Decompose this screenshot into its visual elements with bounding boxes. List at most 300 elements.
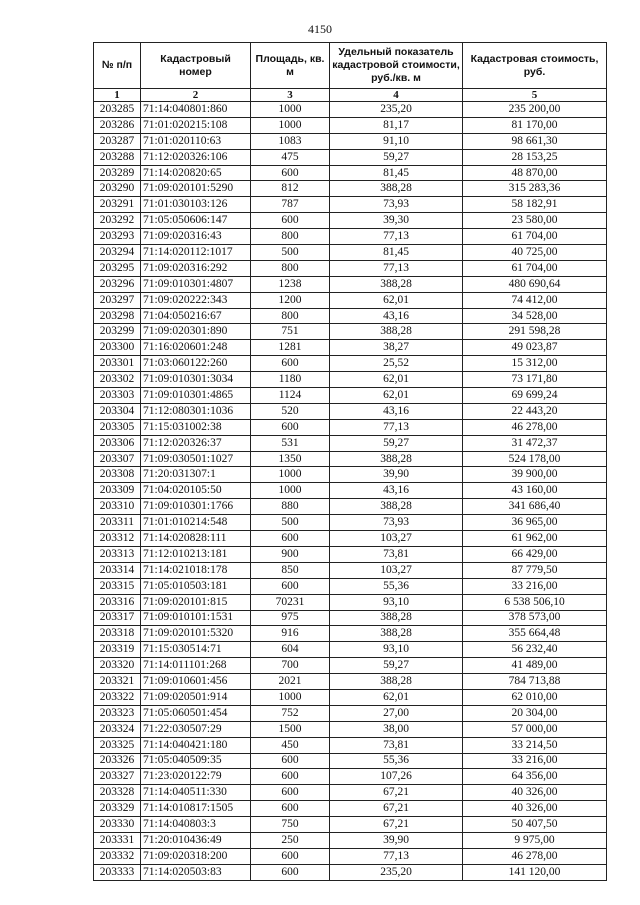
cost-value: 31 472,37 [463, 435, 607, 451]
row-index: 203303 [94, 388, 141, 404]
table-row [94, 817, 607, 833]
table-row [94, 864, 607, 880]
area-value: 1200 [251, 292, 330, 308]
rate-value: 39,90 [330, 467, 463, 483]
cost-value: 41 489,00 [463, 658, 607, 674]
column-number: 1 [94, 89, 141, 102]
cadastral-number: 71:14:040511:330 [141, 785, 251, 801]
cost-value: 291 598,28 [463, 324, 607, 340]
row-index: 203287 [94, 133, 141, 149]
row-index: 203314 [94, 562, 141, 578]
header-cadastral-number: Кадастровый номер [141, 43, 251, 89]
row-index: 203294 [94, 245, 141, 261]
row-index: 203319 [94, 642, 141, 658]
row-index: 203329 [94, 801, 141, 817]
cadastral-number: 71:05:050606:147 [141, 213, 251, 229]
area-value: 975 [251, 610, 330, 626]
cost-value: 235 200,00 [463, 102, 607, 118]
row-index: 203290 [94, 181, 141, 197]
cost-value: 69 699,24 [463, 388, 607, 404]
cadastral-number: 71:14:020828:111 [141, 531, 251, 547]
cadastral-number: 71:05:060501:454 [141, 705, 251, 721]
cost-value: 40 326,00 [463, 785, 607, 801]
rate-value: 59,27 [330, 435, 463, 451]
table-row [94, 181, 607, 197]
row-index: 203300 [94, 340, 141, 356]
cost-value: 22 443,20 [463, 403, 607, 419]
rate-value: 67,21 [330, 817, 463, 833]
cost-value: 81 170,00 [463, 117, 607, 133]
table-row [94, 435, 607, 451]
row-index: 203321 [94, 674, 141, 690]
row-index: 203323 [94, 705, 141, 721]
cadastral-number: 71:09:010301:1766 [141, 499, 251, 515]
row-index: 203309 [94, 483, 141, 499]
cadastral-table [93, 42, 607, 881]
area-value: 1281 [251, 340, 330, 356]
cadastral-number: 71:14:020503:83 [141, 864, 251, 880]
cadastral-number: 71:14:011101:268 [141, 658, 251, 674]
cadastral-number: 71:12:080301:1036 [141, 403, 251, 419]
cost-value: 20 304,00 [463, 705, 607, 721]
rate-value: 55,36 [330, 578, 463, 594]
cadastral-number: 71:04:020105:50 [141, 483, 251, 499]
area-value: 812 [251, 181, 330, 197]
cost-value: 66 429,00 [463, 546, 607, 562]
rate-value: 81,17 [330, 117, 463, 133]
table-row [94, 213, 607, 229]
cost-value: 36 965,00 [463, 515, 607, 531]
rate-value: 62,01 [330, 689, 463, 705]
table-row [94, 721, 607, 737]
cost-value: 34 528,00 [463, 308, 607, 324]
cost-value: 40 326,00 [463, 801, 607, 817]
area-value: 1350 [251, 451, 330, 467]
area-value: 250 [251, 832, 330, 848]
cost-value: 315 283,36 [463, 181, 607, 197]
row-index: 203292 [94, 213, 141, 229]
table-row [94, 674, 607, 690]
table-row [94, 801, 607, 817]
cost-value: 33 216,00 [463, 753, 607, 769]
row-index: 203295 [94, 260, 141, 276]
cadastral-number: 71:22:030507:29 [141, 721, 251, 737]
table-row [94, 515, 607, 531]
table-row [94, 102, 607, 118]
table-row [94, 340, 607, 356]
cadastral-number: 71:16:020601:248 [141, 340, 251, 356]
table-row [94, 276, 607, 292]
table-row [94, 546, 607, 562]
area-value: 1180 [251, 372, 330, 388]
area-value: 1000 [251, 483, 330, 499]
rate-value: 62,01 [330, 292, 463, 308]
cadastral-number: 71:14:021018:178 [141, 562, 251, 578]
area-value: 600 [251, 769, 330, 785]
rate-value: 77,13 [330, 229, 463, 245]
cost-value: 73 171,80 [463, 372, 607, 388]
rate-value: 38,27 [330, 340, 463, 356]
row-index: 203285 [94, 102, 141, 118]
cadastral-number: 71:14:020112:1017 [141, 245, 251, 261]
area-value: 900 [251, 546, 330, 562]
table-row [94, 499, 607, 515]
area-value: 1000 [251, 117, 330, 133]
area-value: 600 [251, 578, 330, 594]
row-index: 203306 [94, 435, 141, 451]
row-index: 203308 [94, 467, 141, 483]
cost-value: 61 704,00 [463, 260, 607, 276]
cost-value: 50 407,50 [463, 817, 607, 833]
row-index: 203326 [94, 753, 141, 769]
cost-value: 33 216,00 [463, 578, 607, 594]
cadastral-number: 71:09:020101:5290 [141, 181, 251, 197]
row-index: 203324 [94, 721, 141, 737]
row-index: 203302 [94, 372, 141, 388]
rate-value: 27,00 [330, 705, 463, 721]
rate-value: 235,20 [330, 864, 463, 880]
rate-value: 67,21 [330, 801, 463, 817]
cost-value: 28 153,25 [463, 149, 607, 165]
row-index: 203327 [94, 769, 141, 785]
rate-value: 67,21 [330, 785, 463, 801]
cadastral-number: 71:05:040509:35 [141, 753, 251, 769]
cost-value: 524 178,00 [463, 451, 607, 467]
area-value: 1500 [251, 721, 330, 737]
area-value: 600 [251, 864, 330, 880]
area-value: 800 [251, 308, 330, 324]
table-row [94, 785, 607, 801]
row-index: 203310 [94, 499, 141, 515]
table-row [94, 292, 607, 308]
rate-value: 77,13 [330, 848, 463, 864]
row-index: 203307 [94, 451, 141, 467]
cadastral-number: 71:01:020110:63 [141, 133, 251, 149]
cost-value: 480 690,64 [463, 276, 607, 292]
rate-value: 73,81 [330, 737, 463, 753]
area-value: 70231 [251, 594, 330, 610]
row-index: 203333 [94, 864, 141, 880]
rate-value: 43,16 [330, 403, 463, 419]
row-index: 203304 [94, 403, 141, 419]
rate-value: 103,27 [330, 531, 463, 547]
area-value: 600 [251, 419, 330, 435]
table-row [94, 753, 607, 769]
row-index: 203305 [94, 419, 141, 435]
cadastral-number: 71:14:040803:3 [141, 817, 251, 833]
cost-value: 33 214,50 [463, 737, 607, 753]
area-value: 600 [251, 356, 330, 372]
table-row [94, 133, 607, 149]
row-index: 203332 [94, 848, 141, 864]
row-index: 203325 [94, 737, 141, 753]
cadastral-number: 71:09:010601:456 [141, 674, 251, 690]
rate-value: 59,27 [330, 149, 463, 165]
rate-value: 107,26 [330, 769, 463, 785]
cadastral-number: 71:09:010101:1531 [141, 610, 251, 626]
cost-value: 355 664,48 [463, 626, 607, 642]
table-row [94, 642, 607, 658]
cadastral-number: 71:01:030103:126 [141, 197, 251, 213]
area-value: 2021 [251, 674, 330, 690]
rate-value: 39,30 [330, 213, 463, 229]
rate-value: 77,13 [330, 260, 463, 276]
row-index: 203311 [94, 515, 141, 531]
area-value: 531 [251, 435, 330, 451]
table-row [94, 149, 607, 165]
area-value: 600 [251, 165, 330, 181]
area-value: 500 [251, 245, 330, 261]
table-row [94, 832, 607, 848]
rate-value: 93,10 [330, 642, 463, 658]
cadastral-number: 71:12:020326:37 [141, 435, 251, 451]
header-area: Площадь, кв. м [251, 43, 330, 89]
rate-value: 388,28 [330, 451, 463, 467]
table-row [94, 372, 607, 388]
rate-value: 55,36 [330, 753, 463, 769]
cost-value: 58 182,91 [463, 197, 607, 213]
row-index: 203299 [94, 324, 141, 340]
cadastral-number: 71:03:060122:260 [141, 356, 251, 372]
rate-value: 388,28 [330, 181, 463, 197]
cost-value: 48 870,00 [463, 165, 607, 181]
rate-value: 388,28 [330, 324, 463, 340]
column-number: 3 [251, 89, 330, 102]
rate-value: 103,27 [330, 562, 463, 578]
area-value: 600 [251, 753, 330, 769]
row-index: 203328 [94, 785, 141, 801]
cadastral-number: 71:14:010817:1505 [141, 801, 251, 817]
rate-value: 388,28 [330, 626, 463, 642]
cadastral-number: 71:14:040801:860 [141, 102, 251, 118]
row-index: 203322 [94, 689, 141, 705]
cadastral-number: 71:14:020820:65 [141, 165, 251, 181]
area-value: 500 [251, 515, 330, 531]
rate-value: 62,01 [330, 388, 463, 404]
table-row [94, 356, 607, 372]
cost-value: 40 725,00 [463, 245, 607, 261]
row-index: 203313 [94, 546, 141, 562]
row-index: 203320 [94, 658, 141, 674]
rate-value: 43,16 [330, 308, 463, 324]
cost-value: 74 412,00 [463, 292, 607, 308]
rate-value: 73,81 [330, 546, 463, 562]
table-row [94, 737, 607, 753]
cost-value: 46 278,00 [463, 848, 607, 864]
rate-value: 73,93 [330, 515, 463, 531]
row-index: 203318 [94, 626, 141, 642]
cost-value: 39 900,00 [463, 467, 607, 483]
cost-value: 61 962,00 [463, 531, 607, 547]
cost-value: 49 023,87 [463, 340, 607, 356]
table-row [94, 705, 607, 721]
row-index: 203298 [94, 308, 141, 324]
row-index: 203301 [94, 356, 141, 372]
table-row [94, 260, 607, 276]
cadastral-number: 71:09:020222:343 [141, 292, 251, 308]
table-row [94, 324, 607, 340]
table-row [94, 245, 607, 261]
row-index: 203331 [94, 832, 141, 848]
cost-value: 98 661,30 [463, 133, 607, 149]
area-value: 1124 [251, 388, 330, 404]
area-value: 1000 [251, 689, 330, 705]
header-rate: Удельный показатель кадастровой стоимости, руб./кв. м [330, 43, 463, 89]
column-number-row [94, 89, 607, 102]
rate-value: 388,28 [330, 610, 463, 626]
cost-value: 341 686,40 [463, 499, 607, 515]
area-value: 916 [251, 626, 330, 642]
area-value: 751 [251, 324, 330, 340]
cost-value: 46 278,00 [463, 419, 607, 435]
row-index: 203330 [94, 817, 141, 833]
area-value: 880 [251, 499, 330, 515]
table-row [94, 658, 607, 674]
table-row [94, 165, 607, 181]
row-index: 203312 [94, 531, 141, 547]
rate-value: 25,52 [330, 356, 463, 372]
cadastral-number: 71:12:010213:181 [141, 546, 251, 562]
area-value: 604 [251, 642, 330, 658]
cost-value: 784 713,88 [463, 674, 607, 690]
rate-value: 43,16 [330, 483, 463, 499]
rate-value: 235,20 [330, 102, 463, 118]
table-row [94, 848, 607, 864]
cadastral-number: 71:09:010301:4865 [141, 388, 251, 404]
cadastral-number: 71:01:010214:548 [141, 515, 251, 531]
rate-value: 77,13 [330, 419, 463, 435]
cadastral-number: 71:09:020316:292 [141, 260, 251, 276]
header-index: № п/п [94, 43, 141, 89]
table-row [94, 689, 607, 705]
cadastral-number: 71:09:020101:815 [141, 594, 251, 610]
area-value: 600 [251, 531, 330, 547]
rate-value: 388,28 [330, 276, 463, 292]
header-row [94, 43, 607, 89]
row-index: 203293 [94, 229, 141, 245]
column-number: 2 [141, 89, 251, 102]
cost-value: 43 160,00 [463, 483, 607, 499]
cadastral-number: 71:09:010301:3034 [141, 372, 251, 388]
cadastral-number: 71:23:020122:79 [141, 769, 251, 785]
table-row [94, 117, 607, 133]
rate-value: 93,10 [330, 594, 463, 610]
area-value: 520 [251, 403, 330, 419]
table-row [94, 626, 607, 642]
cadastral-number: 71:05:010503:181 [141, 578, 251, 594]
rate-value: 39,90 [330, 832, 463, 848]
cadastral-number: 71:09:020316:43 [141, 229, 251, 245]
row-index: 203286 [94, 117, 141, 133]
area-value: 800 [251, 260, 330, 276]
table-row [94, 467, 607, 483]
area-value: 600 [251, 801, 330, 817]
row-index: 203289 [94, 165, 141, 181]
table-row [94, 531, 607, 547]
area-value: 600 [251, 785, 330, 801]
row-index: 203297 [94, 292, 141, 308]
cost-value: 87 779,50 [463, 562, 607, 578]
table-row [94, 388, 607, 404]
table-row [94, 769, 607, 785]
page-number: 4150 [308, 22, 332, 36]
row-index: 203296 [94, 276, 141, 292]
cost-value: 57 000,00 [463, 721, 607, 737]
area-value: 450 [251, 737, 330, 753]
column-number: 4 [330, 89, 463, 102]
cadastral-number: 71:15:031002:38 [141, 419, 251, 435]
cadastral-number: 71:14:040421:180 [141, 737, 251, 753]
table-row [94, 308, 607, 324]
rate-value: 59,27 [330, 658, 463, 674]
row-index: 203317 [94, 610, 141, 626]
area-value: 1000 [251, 467, 330, 483]
area-value: 750 [251, 817, 330, 833]
cadastral-number: 71:09:030501:1027 [141, 451, 251, 467]
rate-value: 388,28 [330, 499, 463, 515]
rate-value: 388,28 [330, 674, 463, 690]
rate-value: 62,01 [330, 372, 463, 388]
cadastral-number: 71:01:020215:108 [141, 117, 251, 133]
area-value: 700 [251, 658, 330, 674]
rate-value: 73,93 [330, 197, 463, 213]
cadastral-number: 71:20:031307:1 [141, 467, 251, 483]
table-row [94, 197, 607, 213]
table-body [94, 102, 607, 881]
table-row [94, 578, 607, 594]
row-index: 203291 [94, 197, 141, 213]
row-index: 203316 [94, 594, 141, 610]
table-row [94, 562, 607, 578]
area-value: 787 [251, 197, 330, 213]
row-index: 203288 [94, 149, 141, 165]
table-row [94, 610, 607, 626]
cadastral-number: 71:09:020318:200 [141, 848, 251, 864]
column-number: 5 [463, 89, 607, 102]
cost-value: 64 356,00 [463, 769, 607, 785]
area-value: 1000 [251, 102, 330, 118]
table-row [94, 403, 607, 419]
area-value: 752 [251, 705, 330, 721]
table-row [94, 419, 607, 435]
cost-value: 378 573,00 [463, 610, 607, 626]
cadastral-number: 71:15:030514:71 [141, 642, 251, 658]
rate-value: 91,10 [330, 133, 463, 149]
area-value: 800 [251, 229, 330, 245]
area-value: 475 [251, 149, 330, 165]
cost-value: 141 120,00 [463, 864, 607, 880]
cadastral-number: 71:04:050216:67 [141, 308, 251, 324]
header-cost: Кадастровая стоимость, руб. [463, 43, 607, 89]
rate-value: 81,45 [330, 165, 463, 181]
table-row [94, 229, 607, 245]
rate-value: 81,45 [330, 245, 463, 261]
area-value: 600 [251, 213, 330, 229]
cadastral-number: 71:12:020326:106 [141, 149, 251, 165]
area-value: 1083 [251, 133, 330, 149]
table-row [94, 594, 607, 610]
cadastral-number: 71:09:020101:5320 [141, 626, 251, 642]
cost-value: 9 975,00 [463, 832, 607, 848]
table-row [94, 451, 607, 467]
cadastral-number: 71:09:020301:890 [141, 324, 251, 340]
cadastral-number: 71:09:010301:4807 [141, 276, 251, 292]
cost-value: 62 010,00 [463, 689, 607, 705]
cost-value: 23 580,00 [463, 213, 607, 229]
area-value: 850 [251, 562, 330, 578]
cost-value: 56 232,40 [463, 642, 607, 658]
cost-value: 15 312,00 [463, 356, 607, 372]
